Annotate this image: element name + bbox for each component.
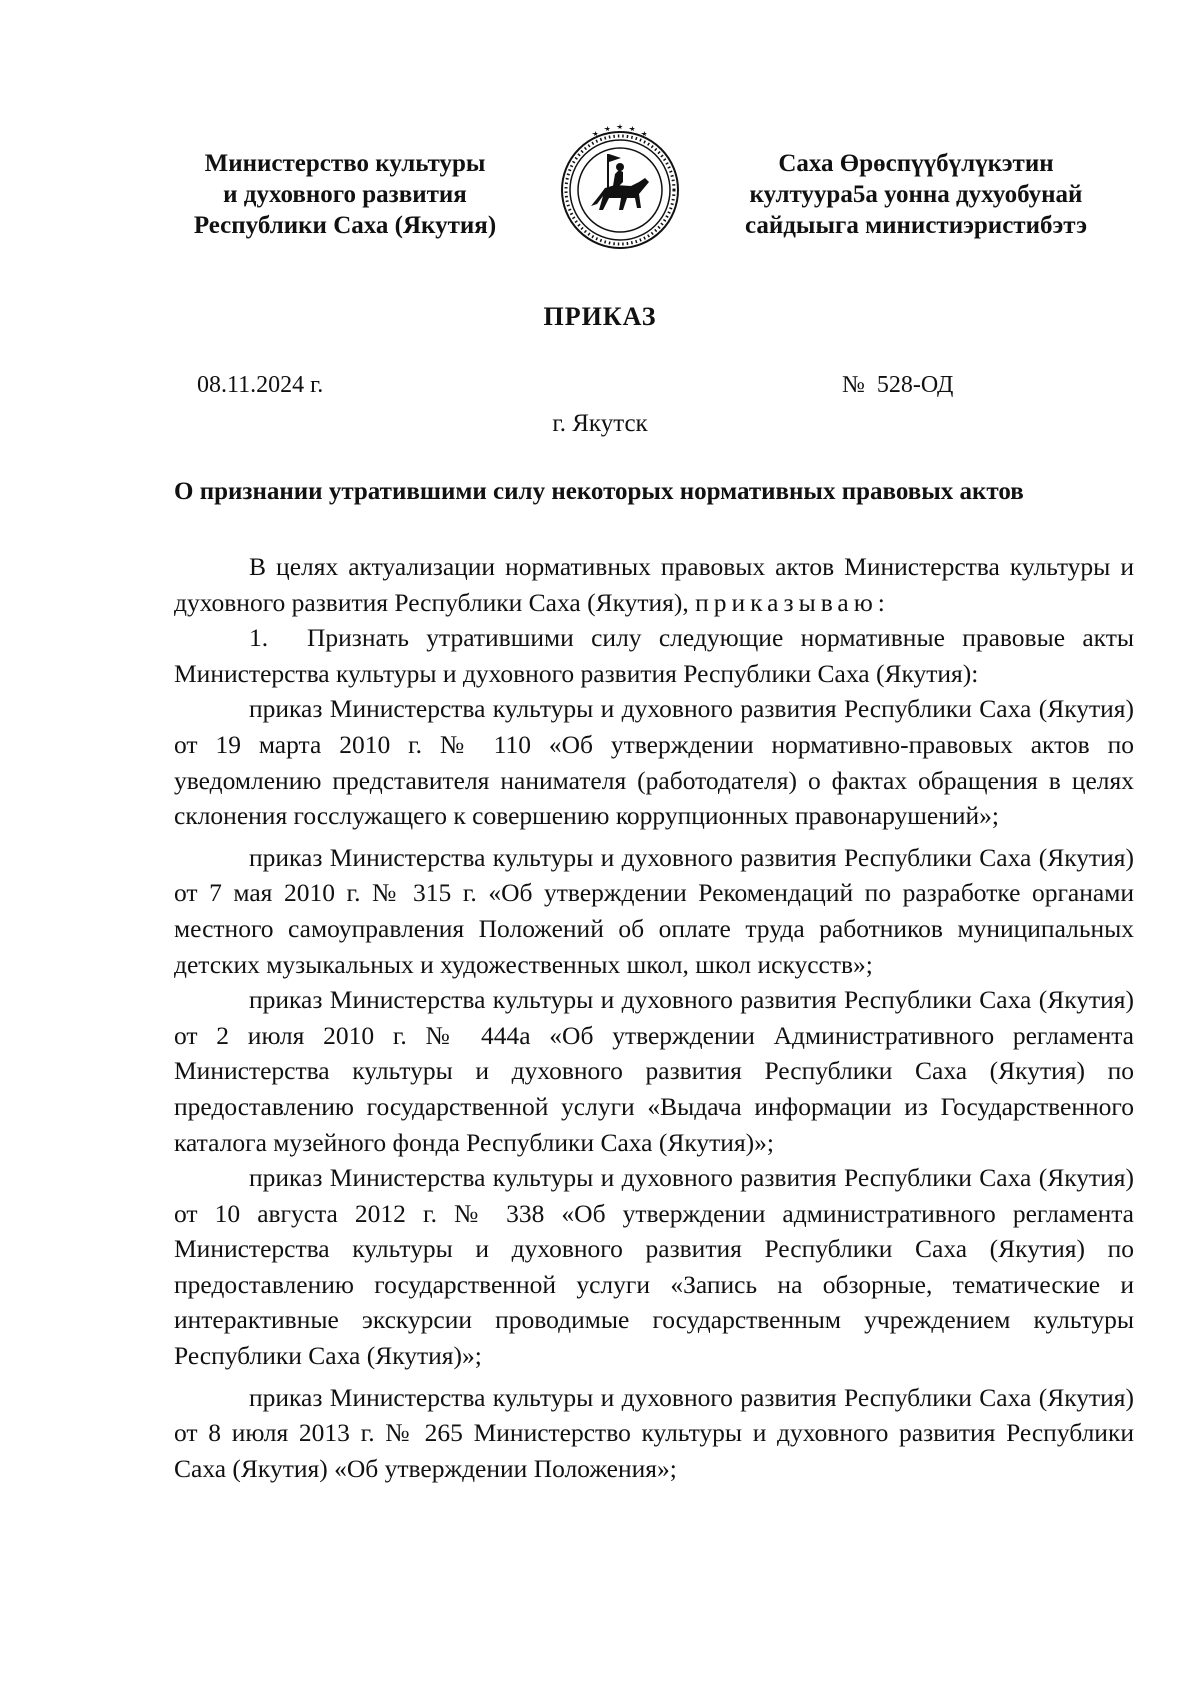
item-1-paragraph: [174, 620, 1134, 691]
order-word: приказываю:: [695, 587, 890, 617]
org-sah-line: сайдыыга министиэристибэтэ: [744, 212, 1088, 239]
document-date: 08.11.2024 г.: [197, 372, 324, 398]
org-name-sakha: [716, 148, 1116, 241]
document-title: ПРИКАЗ: [543, 302, 657, 331]
order-paragraph: приказ Министерства культуры и духовного развития Республики Саха (Якутия) от 10 августа 2012 г. № 338 «Об утверждении административного регламента Министерства культуры и духовного развития Республики Саха (Якутия) по предоставлению государственной услуги «Запись на обзорные, тематические и интерактивные экскурсии проводимые государственным учреждением культуры Республики Саха (Якутия)»;: [174, 1163, 1134, 1371]
order-paragraph: приказ Министерства культуры и духовного развития Республики Саха (Якутия) от 7 мая 2010 г. № 315 г. «Об утверждении Рекомендаций по разработке органами местного самоуправления Положений об оплате труда работников муниципальных детских музыкальных и художественных школ, школ искусств»;: [174, 842, 1134, 979]
order-paragraph: приказ Министерства культуры и духовного развития Республики Саха (Якутия) от 2 июля 2010 г. № 444а «Об утверждении Административного регламента Министерства культуры и духовного развития Республики Саха (Якутия) по предоставлению государственной услуги «Выдача информации из Государственного каталога музейного фонда Республики Саха (Якутия)»;: [174, 985, 1134, 1157]
order-paragraph: приказ Министерства культуры и духовного развития Республики Саха (Якутия) от 19 марта 2010 г. № 110 «Об утверждении нормативно-правовых актов по уведомлению представителя нанимателя (работодателя) о фактах обращения в целях склонения госслужащего к совершению коррупционных правонарушений»;: [174, 694, 1134, 831]
document-number: № 528-ОД: [842, 372, 954, 398]
item-1-text: Признать утратившими силу следующие нормативные правовые акты Министерства культуры и духовного развития Республики Саха (Якутия):: [174, 623, 1134, 688]
document-body: [174, 549, 1134, 1486]
org-ru-line: и духовного развития: [223, 181, 467, 208]
document-subject: О признании утратившими силу некоторых нормативных правовых актов: [174, 478, 1024, 505]
coat-of-arms-icon: [555, 122, 685, 252]
item-1-number: 1.: [249, 623, 269, 653]
org-name-russian: [170, 148, 520, 241]
org-sah-line: Саха Өрөспүүбүлүкэтин: [778, 150, 1054, 177]
intro-text: В целях актуализации нормативных правовых актов Министерства культуры и духовного развития Республики Саха (Якутия),: [174, 552, 1134, 617]
org-ru-line: Министерство культуры: [204, 150, 486, 177]
order-paragraph: приказ Министерства культуры и духовного развития Республики Саха (Якутия) от 8 июля 2013 г. № 265 Министерство культуры и духовного развития Республики Саха (Якутия) «Об утверждении Положения»;: [174, 1382, 1134, 1483]
document-city: г. Якутск: [552, 410, 648, 437]
intro-paragraph: [174, 549, 1134, 620]
org-sah-line: култуура5а уонна духуобунай: [749, 181, 1083, 208]
org-ru-line: Республики Саха (Якутия): [193, 212, 497, 239]
